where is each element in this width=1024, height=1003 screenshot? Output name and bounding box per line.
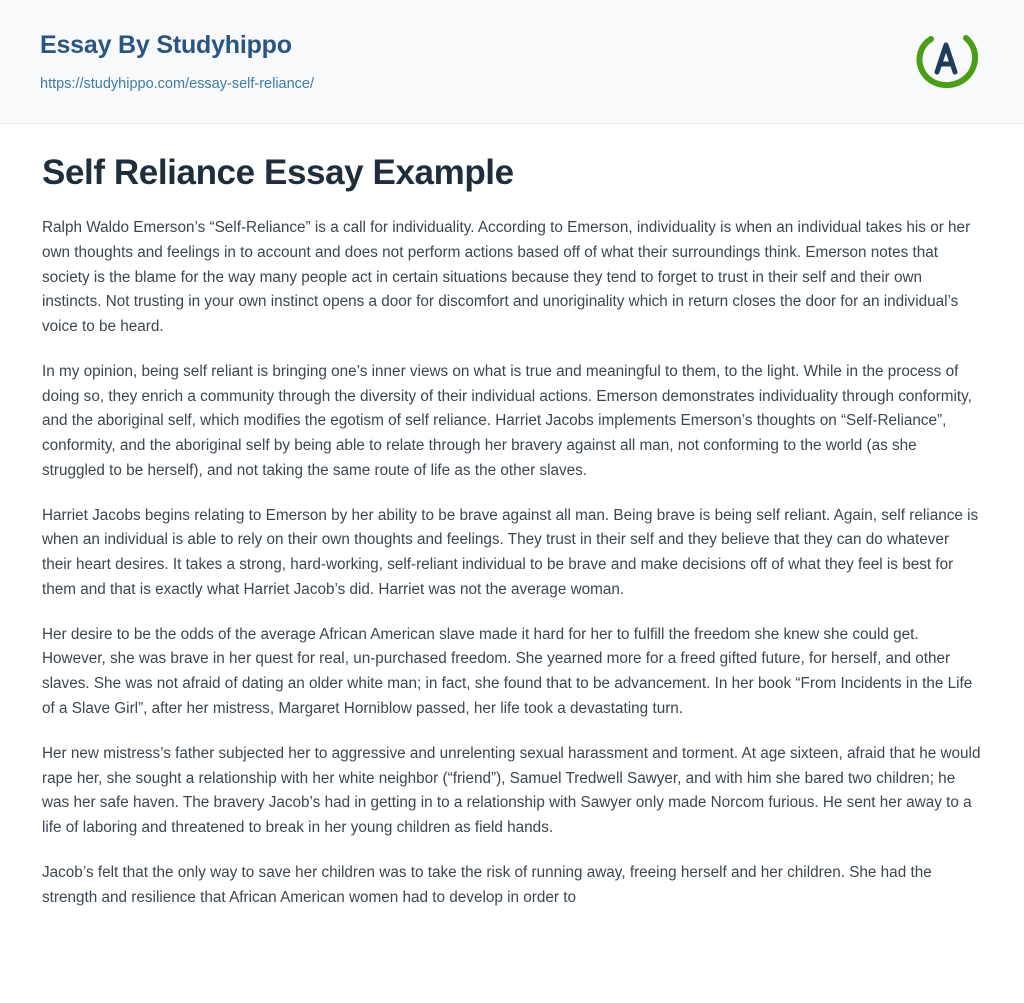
article-body	[0, 124, 1024, 950]
paragraph: Jacob’s felt that the only way to save her children was to take the risk of running away, freeing herself and her children. She had the strength and resilience that African American women had to develop in order to	[42, 863, 932, 906]
letter-a-circle-logo-icon	[908, 24, 980, 96]
paragraph: Harriet Jacobs begins relating to Emerson by her ability to be brave against all man. Being brave is being self reliant. Again, self reliance is when an individual is able to rely on their own thoughts and feelings. They trust in their self and they believe that they can do whatever their heart desires. It takes a strong, hard-working, self-reliant individual to be brave and make decisions off of what they feel is best for them and that is exactly what Harriet Jacob’s did. Harriet was not the average woman.	[42, 506, 979, 598]
paragraph: Her new mistress’s father subjected her to aggressive and unrelenting sexual harassment and torment. At age sixteen, afraid that he would rape her, she sought a relationship with her white neighbor (“friend”), Samuel Tredwell Sawyer, and with him she bared two children; he was her safe haven. The bravery Jacob’s had in getting in to a relationship with Sawyer only made Norcom furious. He sent her away to a life of laboring and threatened to break in her young children as field hands.	[42, 744, 981, 837]
source-url-link[interactable]: https://studyhippo.com/essay-self-reliance/	[40, 76, 315, 92]
page-title: Self Reliance Essay Example	[42, 153, 514, 192]
site-title: Essay By Studyhippo	[40, 31, 292, 59]
paragraph: In my opinion, being self reliant is bringing one’s inner views on what is true and meaningful to them, to the light. While in the process of doing so, they enrich a community through the diversity of their individual actions. Emerson demonstrates individuality through conformity, and the aboriginal self, which modifies the egotism of self reliance. Harriet Jacobs implements Emerson’s thoughts on “Self-Reliance”, conformity, and the aboriginal self by being able to relate through her bravery against all man, not conforming to the world (as she struggled to be herself), and not taking the same route of life as the other slaves.	[42, 362, 972, 479]
paragraph: Ralph Waldo Emerson’s “Self-Reliance” is a call for individuality. According to Emerson, individuality is when an individual takes his or her own thoughts and feelings in to account and does not perform actions based off of what their surroundings think. Emerson notes that society is the blame for the way many people act in certain situations because they tend to forget to trust in their self and their own instincts. Not trusting in your own instinct opens a door for discomfort and unoriginality which in return closes the door for an individual’s voice to be heard.	[42, 219, 971, 336]
site-header	[0, 0, 1024, 124]
paragraph: Her desire to be the odds of the average African American slave made it hard for her to fulfill the freedom she knew she could get. However, she was brave in her quest for real, un-purchased freedom. She yearned more for a freed gifted future, for herself, and other slaves. She was not afraid of dating an older white man; in fact, she found that to be advancement. In her book “From Incidents in the Life of a Slave Girl”, after her mistress, Margaret Horniblow passed, her life took a devastating turn.	[42, 625, 973, 718]
